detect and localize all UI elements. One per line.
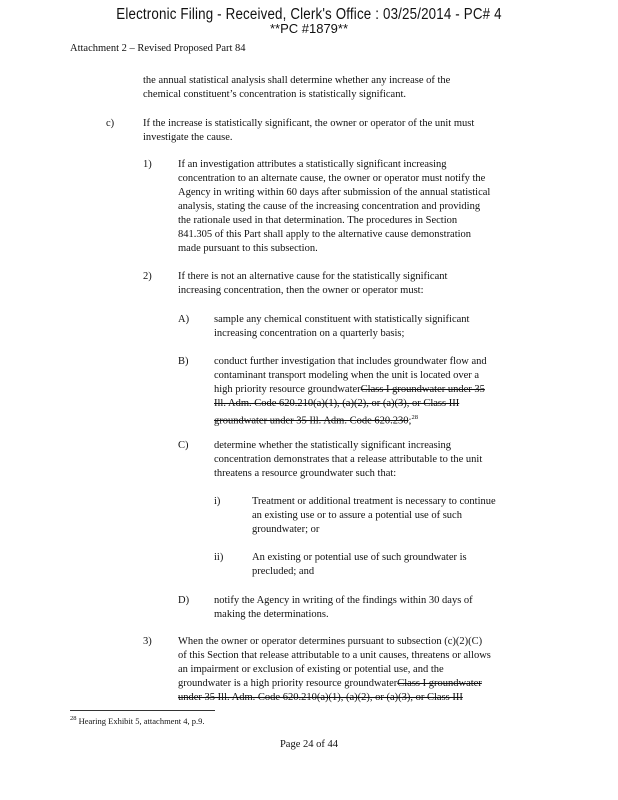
B-line-5-tail: ; [408,415,412,427]
B-line-5 [214,411,418,429]
c1-line-3: Agency in writing within 60 days after submission of the annual statistical [178,187,491,198]
filing-stamp-line2: **PC #1879** [269,21,349,36]
c1-line-2: concentration to an alternate cause, the owner or operator must notify the [178,173,486,184]
Ci-label: i) [214,496,221,507]
intro-line-1: the annual statistical analysis shall determine whether any increase of the [143,75,451,86]
c1-label: 1) [143,159,152,170]
B-line-3 [214,383,485,397]
subsection-c-label: c) [106,118,115,129]
D-label: D) [178,595,190,606]
B-line-5-deleted: groundwater under 35 Ill. Adm. Code 620.230 [214,415,409,427]
c3-line-3: an impairment or exclusion of existing or potential use, and the [178,664,444,675]
page-number: Page 24 of 44 [279,739,339,750]
c3-label: 3) [143,636,152,647]
B-line-3-inserted: high priority resource groundwater [214,384,361,395]
c3-line-4 [178,677,482,691]
filing-stamp-line1: Electronic Filing - Received, Clerk's Office : 03/25/2014 - PC# 4 [116,6,502,23]
B-label: B) [178,356,189,367]
c1-line-7: made pursuant to this subsection. [178,243,318,254]
c2-label: 2) [143,271,152,282]
c3-line-1: When the owner or operator determines pursuant to subsection (c)(2)(C) [178,636,483,647]
B-line-4-deleted: Ill. Adm. Code 620.210(a)(1), (a)(2), or (a)(3), or Class III [214,398,460,409]
c2-line-1: If there is not an alternative cause for the statistically significant [178,271,448,282]
c1-line-4: analysis, stating the cause of the increasing concentration and providing [178,201,481,212]
c1-line-1: If an investigation attributes a statistically significant increasing [178,159,447,170]
C-line-2: concentration demonstrates that a release attributable to the unit [214,454,483,465]
subsection-c-line-2: investigate the cause. [143,132,233,143]
footnote [70,715,204,726]
A-line-1: sample any chemical constituent with statistically significant [214,314,470,325]
C-label: C) [178,440,189,451]
c3-line-5-deleted: under 35 Ill. Adm. Code 620.210(a)(1), (a)(2), or (a)(3), or Class III [178,692,463,703]
footnote-ref-28[interactable]: 28 [411,414,418,421]
c3-line-4-deleted: Class I groundwater [397,678,482,689]
Cii-line-2: precluded; and [252,566,315,577]
C-line-1: determine whether the statistically significant increasing [214,440,452,451]
subsection-c-line-1: If the increase is statistically significant, the owner or operator of the unit must [143,118,475,129]
A-label: A) [178,314,190,325]
c1-line-6: 841.305 of this Part shall apply to the alternative cause demonstration [178,229,472,240]
B-line-1: conduct further investigation that includes groundwater flow and [214,356,487,367]
Ci-line-2: an existing use or to assure a potential use of such [252,510,462,521]
Cii-line-1: An existing or potential use of such groundwater is [252,552,467,563]
Ci-line-1: Treatment or additional treatment is necessary to continue [252,496,496,507]
c3-line-4-inserted: groundwater is a high priority resource groundwater [178,678,398,689]
running-header: Attachment 2 – Revised Proposed Part 84 [70,43,246,54]
c2-line-2: increasing concentration, then the owner or operator must: [178,285,424,296]
B-line-3-deleted: Class I groundwater under 35 [360,384,485,395]
intro-line-2: chemical constituent’s concentration is statistically significant. [143,89,407,100]
C-line-3: threatens a resource groundwater such that: [214,468,397,479]
c1-line-5: the rationale used in that determination. The procedures in Section [178,215,458,226]
D-line-1: notify the Agency in writing of the findings within 30 days of [214,595,473,606]
c3-line-2: of this Section that release attributable to a unit causes, threatens or allows [178,650,491,661]
Cii-label: ii) [214,552,224,563]
B-line-2: contaminant transport modeling when the unit is located over a [214,370,480,381]
footnote-number: 28 [70,715,77,722]
Ci-line-3: groundwater; or [252,524,320,535]
D-line-2: making the determinations. [214,609,329,620]
footnote-text: Hearing Exhibit 5, attachment 4, p.9. [76,715,205,726]
footnote-divider [70,710,215,711]
A-line-2: increasing concentration on a quarterly basis; [214,328,405,339]
